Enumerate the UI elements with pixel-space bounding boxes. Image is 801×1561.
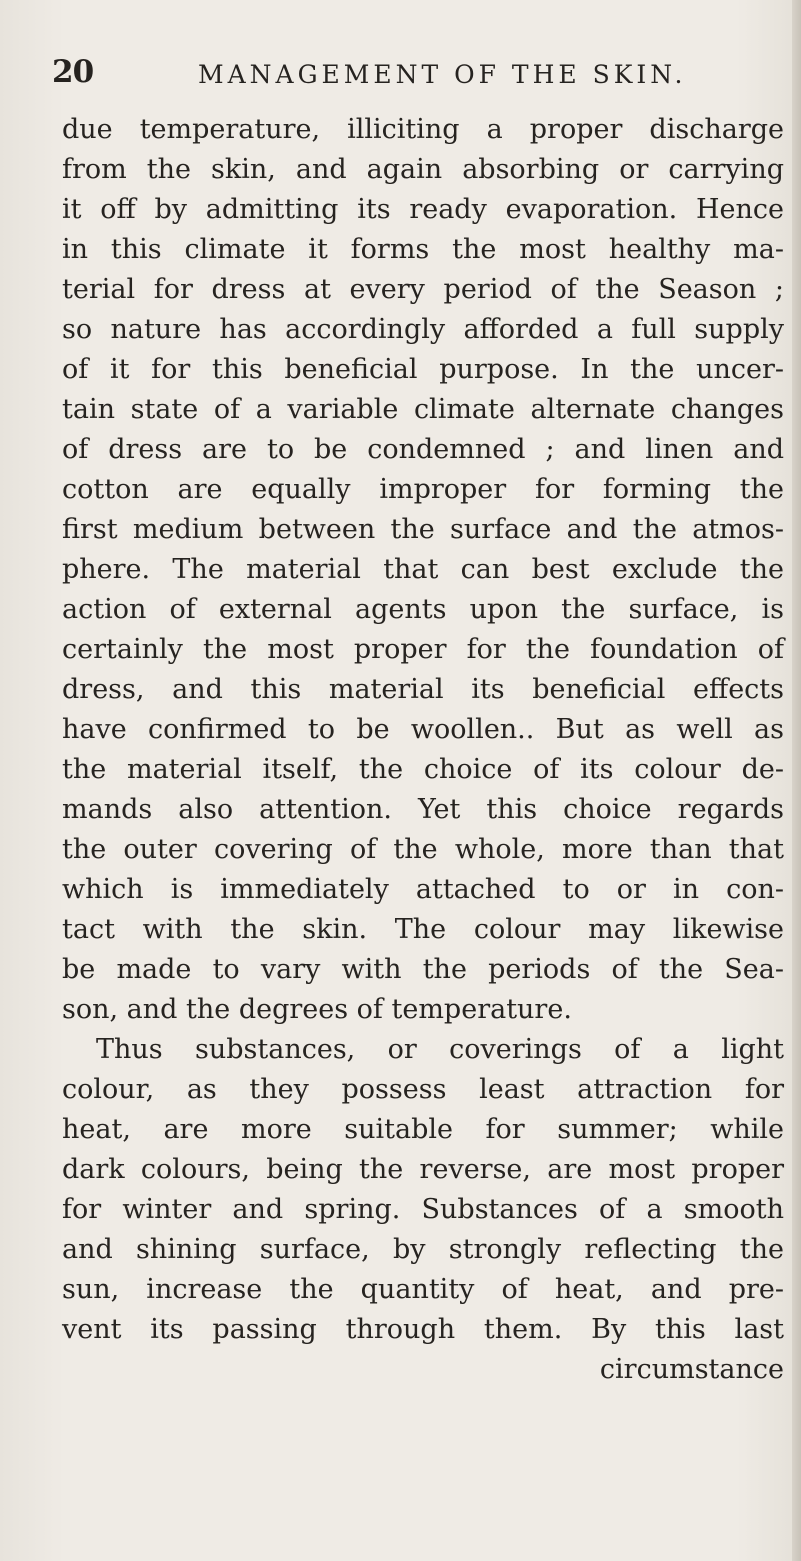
text-line: sun, increase the quantity of heat, and pre- xyxy=(62,1274,784,1305)
text-line: of it for this beneficial purpose. In the uncer- xyxy=(62,354,784,385)
text-line: mands also attention. Yet this choice regards xyxy=(62,794,784,825)
text-line: from the skin, and again absorbing or carrying xyxy=(62,154,784,185)
text-line: it off by admitting its ready evaporation. Hence xyxy=(62,194,784,225)
text-line: for winter and spring. Substances of a smooth xyxy=(62,1194,784,1225)
text-line: due temperature, illiciting a proper discharge xyxy=(62,114,784,145)
page-number: 20 xyxy=(52,54,94,90)
text-line: son, and the degrees of temperature. xyxy=(62,994,572,1025)
text-line: Thus substances, or coverings of a light xyxy=(96,1034,784,1065)
page-edge xyxy=(792,0,801,1561)
running-head: MANAGEMENT OF THE SKIN. xyxy=(198,60,687,89)
text-line: and shining surface, by strongly reflecting the xyxy=(62,1234,784,1265)
text-line: terial for dress at every period of the Season ; xyxy=(62,274,784,305)
text-line: dark colours, being the reverse, are most proper xyxy=(62,1154,784,1185)
page-header xyxy=(52,54,752,98)
text-line: action of external agents upon the surface, is xyxy=(62,594,784,625)
text-line: colour, as they possess least attraction for xyxy=(62,1074,784,1105)
text-line: certainly the most proper for the foundation of xyxy=(62,634,784,665)
text-line: in this climate it forms the most healthy ma- xyxy=(62,234,784,265)
text-line: of dress are to be condemned ; and linen and xyxy=(62,434,784,465)
text-line: the outer covering of the whole, more than that xyxy=(62,834,784,865)
text-line: so nature has accordingly afforded a full supply xyxy=(62,314,784,345)
text-line: first medium between the surface and the atmos- xyxy=(62,514,784,545)
catchword: circumstance xyxy=(599,1354,784,1385)
text-line: dress, and this material its beneficial effects xyxy=(62,674,784,705)
text-line: vent its passing through them. By this last xyxy=(62,1314,784,1345)
text-line: the material itself, the choice of its colour de- xyxy=(62,754,784,785)
text-line: which is immediately attached to or in con- xyxy=(62,874,784,905)
body-text xyxy=(62,110,784,1390)
text-line: be made to vary with the periods of the Sea- xyxy=(62,954,784,985)
text-line: have confirmed to be woollen.. But as well as xyxy=(62,714,784,745)
text-line: tact with the skin. The colour may likewise xyxy=(62,914,784,945)
text-line: phere. The material that can best exclude the xyxy=(62,554,784,585)
text-line: heat, are more suitable for summer; while xyxy=(62,1114,784,1145)
text-line: tain state of a variable climate alternate changes xyxy=(62,394,784,425)
text-line: cotton are equally improper for forming the xyxy=(62,474,784,505)
